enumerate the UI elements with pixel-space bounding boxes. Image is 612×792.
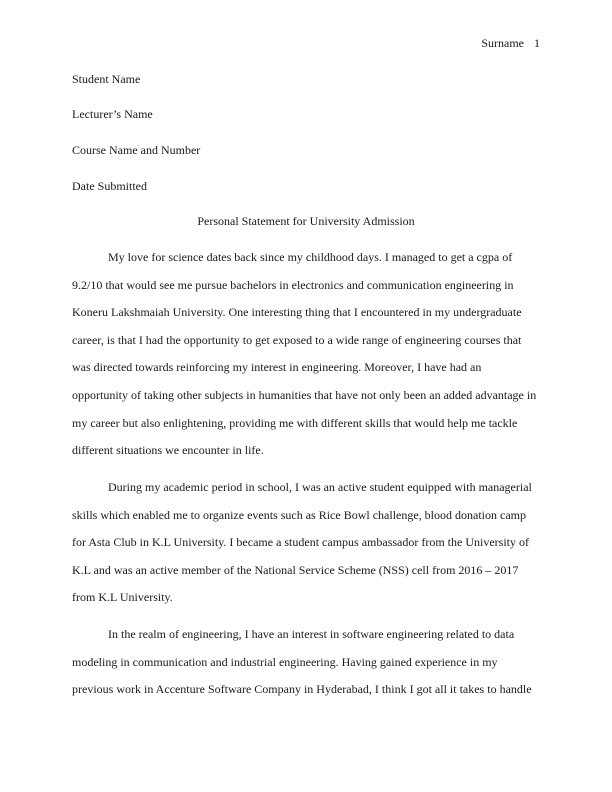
paragraph-line: career, is that I had the opportunity to get exposed to a wide range of engineering courses that bbox=[72, 332, 522, 347]
paragraph-line: opportunity of taking other subjects in humanities that have not only been an added advantage in bbox=[72, 387, 537, 402]
paragraph-line: 9.2/10 that would see me pursue bachelors in electronics and communication engineering in bbox=[72, 277, 514, 292]
paragraph-line: was directed towards reinforcing my interest in engineering. Moreover, I have had an bbox=[72, 360, 482, 375]
paragraph-line: K.L and was an active member of the National Service Scheme (NSS) cell from 2016 – 2017 bbox=[72, 562, 519, 577]
document-title: Personal Statement for University Admission bbox=[197, 214, 415, 228]
lecturer-name: Lecturer’s Name bbox=[72, 107, 153, 121]
paragraph-line: previous work in Accenture Software Company in Hyderabad, I think I got all it takes to handle bbox=[72, 682, 532, 697]
paragraph-2 bbox=[72, 479, 540, 617]
student-name: Student Name bbox=[72, 72, 141, 86]
paragraph-line: In the realm of engineering, I have an interest in software engineering related to data bbox=[108, 627, 515, 641]
date-submitted: Date Submitted bbox=[72, 179, 147, 193]
course-name: Course Name and Number bbox=[72, 143, 201, 157]
paragraph-line: different situations we encounter in life. bbox=[72, 443, 264, 458]
paragraph-line: my career but also enlightening, providing me with different skills that would help me tackle bbox=[72, 415, 518, 430]
page-header bbox=[481, 36, 540, 51]
paragraph-1 bbox=[72, 249, 540, 470]
header-surname: Surname bbox=[481, 36, 524, 50]
header-page-number: 1 bbox=[534, 36, 540, 50]
paragraph-line: During my academic period in school, I was an active student equipped with managerial bbox=[108, 480, 532, 494]
paragraph-line: My love for science dates back since my childhood days. I managed to get a cgpa of bbox=[108, 250, 513, 264]
paragraph-line: for Asta Club in K.L University. I became a student campus ambassador from the University of bbox=[72, 535, 530, 550]
paragraph-line: skills which enabled me to organize events such as Rice Bowl challenge, blood donation camp bbox=[72, 507, 526, 522]
paragraph-line: from K.L University. bbox=[72, 590, 173, 605]
paragraph-line: modeling in communication and industrial engineering. Having gained experience in my bbox=[72, 654, 498, 669]
paragraph-line: Koneru Lakshmaiah University. One interesting thing that I encountered in my undergraduate bbox=[72, 305, 522, 320]
paragraph-3 bbox=[72, 626, 540, 709]
